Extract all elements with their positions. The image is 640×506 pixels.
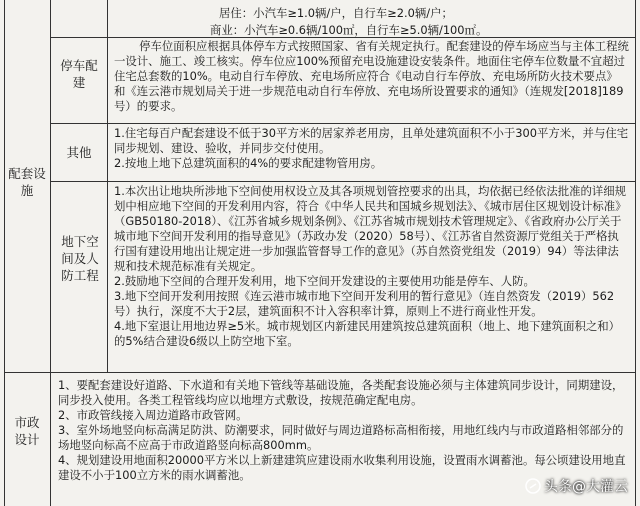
document-page bbox=[4, 0, 636, 506]
row-label-other: 其他 bbox=[66, 145, 92, 160]
row-label-parking: 停车配建 bbox=[60, 58, 98, 90]
parking-requirements-text: 停车位面积应根据具体停车方式按照国家、省有关规定执行。配套建设的停车场应当与主体工程统一设计、施工、竣工核实。停车位应100%预留充电设施建设安装条件。地面住宅停车位数量不宜超过住宅总套数的10%。电动自行车停放、充电场所应符合《电动自行车停放、充电场所防火技术要点》和《连云港市规划局关于进一步规范电动自行车停放、充电场所设置要求的通知》（连规发[2018]189号）的要求。 bbox=[114, 39, 629, 113]
section-label-shizheng: 市政设计 bbox=[14, 415, 40, 447]
section-label-peitao: 配套设施 bbox=[8, 166, 46, 198]
watermark-text: 头条@大灌云 bbox=[544, 479, 628, 495]
municipal-design-text: 1、要配套建设好道路、下水道和有关地下管线等基础设施，各类配套设施必须与主体建筑同步设计，同期建设，同步投入使用。各类工程管线均应以地埋方式敷设，按规范确定配电房。 2、市政管线接入周边道路市政管网。 3、室外场地竖向标高满足防洪、防潮要求，同时做好与周边道路标高相衔接，用地红线内与市政道路相邻部分的场地竖向标高不应高于市政道路竖向标高800mm。 4、规划建设用地面积20000平方米以上新建建筑应建设雨水收集利用设施，设置雨水调蓄池。每公顷建设用地直建设不小于100立方米的雨水调蓄池。 bbox=[58, 378, 626, 482]
row-label-underground: 地下空间及人防工程 bbox=[61, 234, 99, 283]
watermark bbox=[525, 476, 628, 496]
commercial-parking-ratio: 商业：小汽车≥0.6辆/100㎡，自行车≥5.0辆/100㎡。 bbox=[210, 23, 488, 37]
underground-requirements-text: 1.本次出让地块所涉地下空间使用权设立及其各项规划管控要求的出具，均依据已经依法批准的详细规划中相应地下空间的开发利用内容，符合《中华人民共和国城乡规划法》、《城市居住区规划设计标准》（GB50180-2018）、《江苏省城乡规划条例》、《江苏省城市规划技术管理规定》、《省政府办公厅关于城市地下空间开发利用的指导意见》（苏政办发（2020）58号）、《江苏省自然资源厅党组关于严格执行国有建设用地出让规定进一步加强监管督导工作的意见》（苏自然资党组发（2019）94）等法律法规和技术规范标准有关规定。 2.鼓励地下空间的合理开发利用，地下空间开发建设的主要使用功能是停车、人防。 3.地下空间开发利用按照《连云港市城市地下空间开发利用的暂行意见》（连自然资发（2019）562号）执行，深度不大于2层，建筑面积不计入容积率计算，原则上不进行商业性开发。 4.地下室退让用地边界≥5米。城市规划区内新建民用建筑按总建筑面积（地上、地下建筑面积之和）的5%结合建设6级以上防空地下室。 bbox=[114, 184, 627, 348]
toutiao-icon bbox=[525, 478, 541, 494]
residential-parking-ratio: 居住：小汽车≥1.0辆/户，自行车≥2.0辆/户； bbox=[219, 6, 453, 20]
other-requirements-text: 1.住宅每百户配套建设不低于30平方米的居家养老用房，且单处建筑面积不小于300平方米，并与住宅同步规划、建设、验收，并同步交付使用。 2.按地上地下总建筑面积的4%的要求配建物管用房。 bbox=[114, 126, 629, 170]
